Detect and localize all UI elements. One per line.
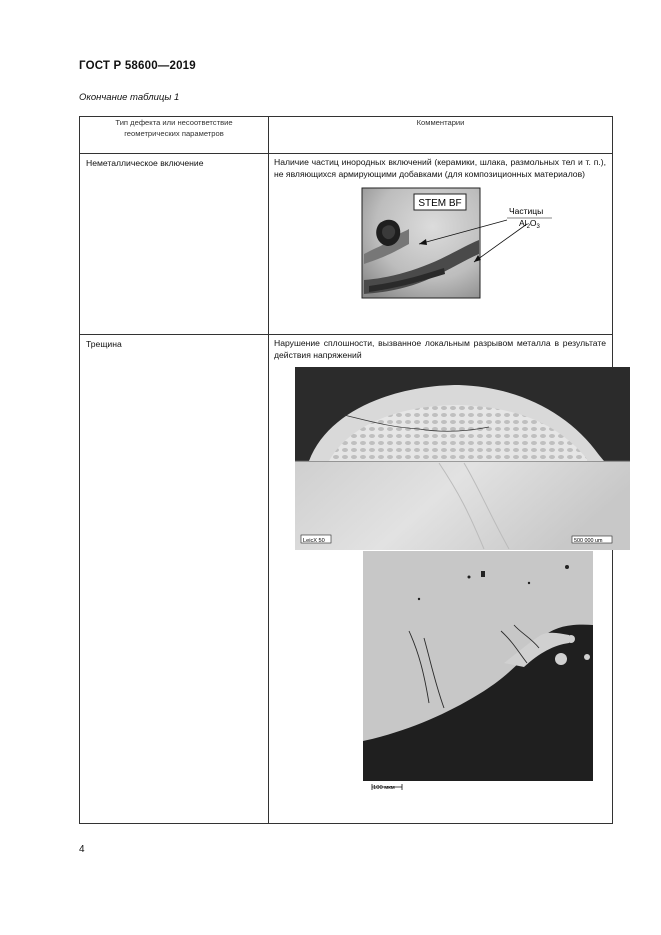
annotation-label: Частицы bbox=[509, 206, 544, 216]
comment-text: Нарушение сплошности, вызванное локальным разрывом металла в результате действия напряжений bbox=[274, 338, 606, 360]
stem-micrograph bbox=[269, 184, 642, 302]
table-header-row bbox=[80, 117, 613, 154]
detail-scale-label: 100 мкм bbox=[373, 785, 395, 791]
comment-cell bbox=[269, 154, 613, 335]
col2-header: Комментарии bbox=[269, 117, 613, 154]
col1-header: Тип дефекта или несоответствие геометрических параметров bbox=[80, 117, 269, 154]
overview-label: LeicX 50 bbox=[303, 538, 325, 544]
overview-scale-label: 500 000 um bbox=[574, 538, 603, 544]
page-number: 4 bbox=[79, 844, 85, 855]
table-row bbox=[80, 335, 613, 824]
defect-type-cell: Неметаллическое включение bbox=[80, 154, 269, 335]
annotation-formula: $Al_2O_3$ bbox=[519, 218, 540, 230]
standard-id: ГОСТ Р 58600—2019 bbox=[79, 60, 196, 72]
defects-table bbox=[79, 116, 613, 824]
inclusion-figure bbox=[269, 180, 612, 300]
annotation-arrow-2 bbox=[474, 224, 527, 262]
table-row bbox=[80, 154, 613, 335]
stem-label: STEM BF bbox=[418, 198, 462, 209]
comment-cell bbox=[269, 335, 613, 824]
comment-text: Наличие частиц инородных включений (керамики, шлака, размольных тел и т. п.), не являющихся армирующими добавками (для композиционных материалов) bbox=[274, 157, 606, 179]
crack-figures bbox=[269, 361, 612, 801]
defect-type-cell: Трещина bbox=[80, 335, 269, 824]
table-caption: Окончание таблицы 1 bbox=[79, 92, 180, 103]
crack-micrographs bbox=[269, 363, 642, 803]
